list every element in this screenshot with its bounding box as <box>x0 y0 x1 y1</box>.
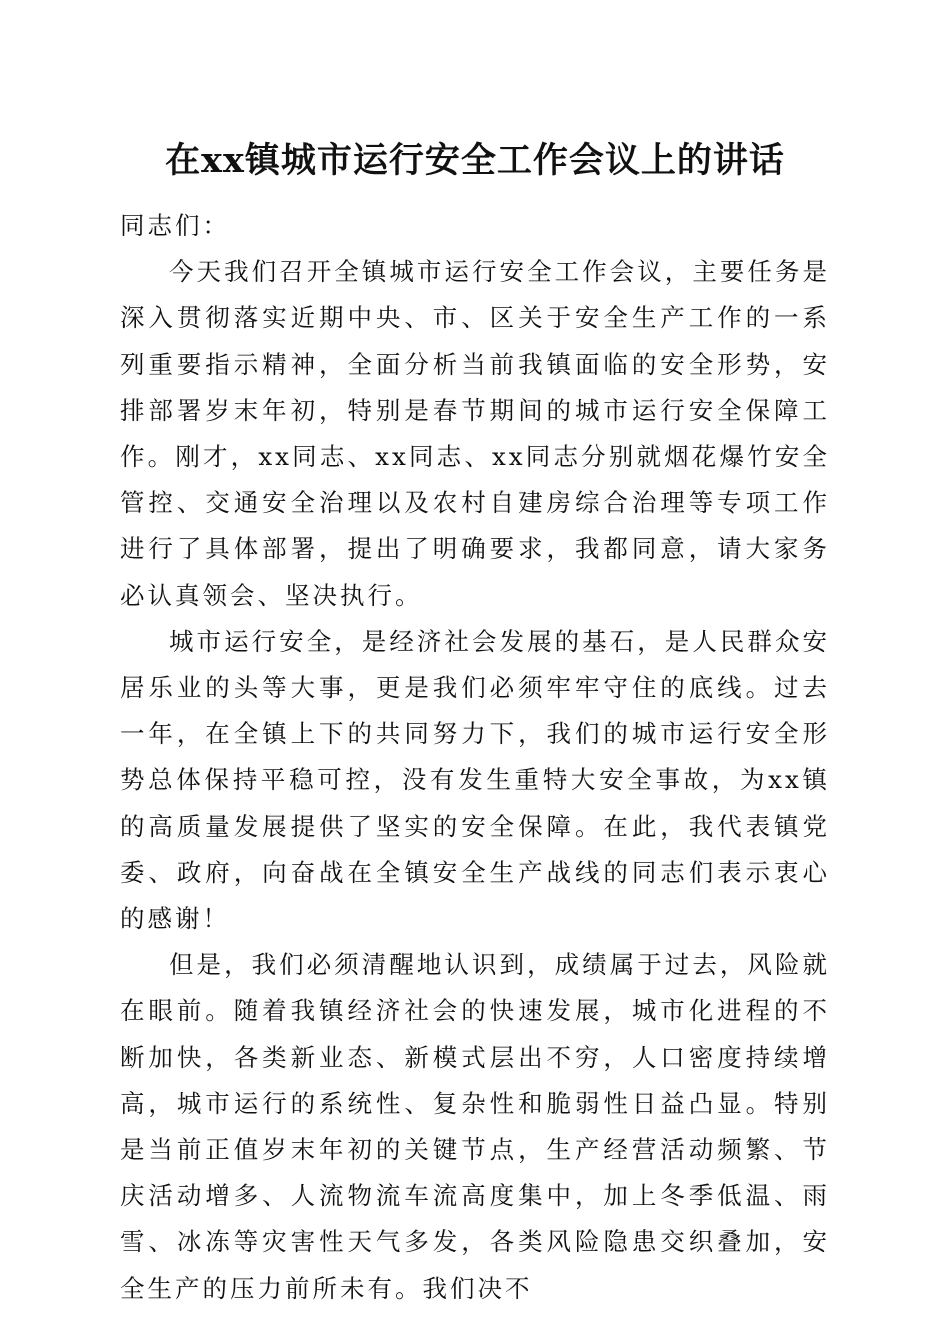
paragraph-1: 今天我们召开全镇城市运行安全工作会议，主要任务是深入贯彻落实近期中央、市、区关于安全生产工作的一系列重要指示精神，全面分析当前我镇面临的安全形势，安排部署岁末年初，特别是春节期间的城市运行安全保障工作。刚才，xx同志、xx同志、xx同志分别就烟花爆竹安全管控、交通安全治理以及农村自建房综合治理等专项工作进行了具体部署，提出了明确要求，我都同意，请大家务必认真领会、坚决执行。 <box>120 257 830 610</box>
document-body <box>120 203 830 1312</box>
paragraph-2: 城市运行安全，是经济社会发展的基石，是人民群众安居乐业的头等大事，更是我们必须牢牢守住的底线。过去一年，在全镇上下的共同努力下，我们的城市运行安全形势总体保持平稳可控，没有发生重特大安全事故，为xx镇的高质量发展提供了坚实的安全保障。在此，我代表镇党委、政府，向奋战在全镇安全生产战线的同志们表示衷心的感谢！ <box>120 626 830 934</box>
document-title: 在xx镇城市运行安全工作会议上的讲话 <box>165 140 785 181</box>
salutation: 同志们： <box>120 211 230 240</box>
paragraph-3: 但是，我们必须清醒地认识到，成绩属于过去，风险就在眼前。随着我镇经济社会的快速发展，城市化进程的不断加快，各类新业态、新模式层出不穷，人口密度持续增高，城市运行的系统性、复杂性和脆弱性日益凸显。特别是当前正值岁末年初的关键节点，生产经营活动频繁、节庆活动增多、人流物流车流高度集中，加上冬季低温、雨雪、冰冻等灾害性天气多发，各类风险隐患交织叠加，安全生产的压力前所未有。我们决不 <box>120 950 830 1303</box>
